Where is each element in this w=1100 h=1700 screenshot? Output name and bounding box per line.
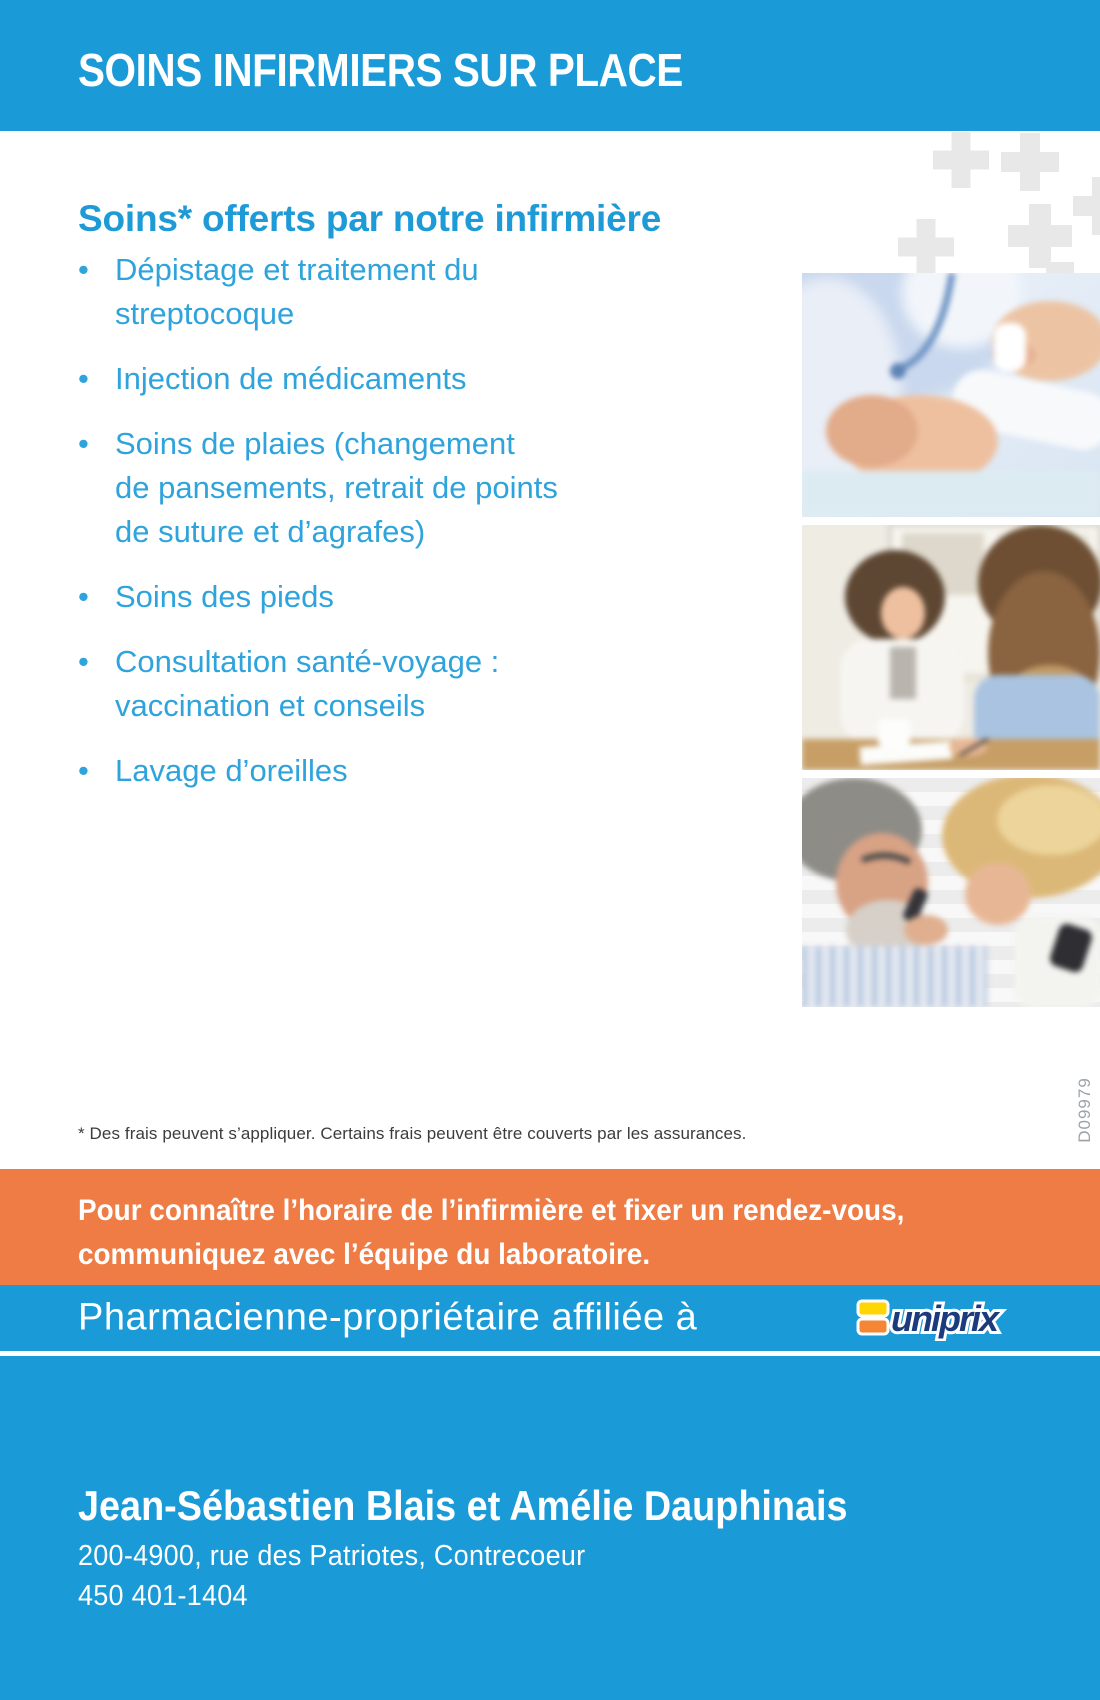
bullet-icon: • bbox=[78, 361, 89, 396]
bullet-icon: • bbox=[78, 426, 89, 461]
photo-ear-exam bbox=[802, 778, 1100, 1007]
uniprix-logo bbox=[855, 1295, 1027, 1341]
affiliation-bar bbox=[0, 1285, 1100, 1351]
bullet-icon: • bbox=[78, 644, 89, 679]
services-heading: Soins* offerts par notre infirmière bbox=[78, 198, 662, 239]
list-item: • Soins de plaies (changement de pansements, retrait de points de suture et d’agrafes) bbox=[78, 422, 638, 554]
photo-consultation bbox=[802, 525, 1100, 770]
services-list bbox=[78, 248, 638, 814]
cta-text bbox=[78, 1189, 967, 1277]
list-item: • Injection de médicaments bbox=[78, 357, 638, 401]
footnote: * Des frais peuvent s’appliquer. Certains frais peuvent être couverts par les assurances. bbox=[78, 1124, 747, 1143]
list-item: • Consultation santé-voyage : vaccination et conseils bbox=[78, 640, 638, 728]
header-bar bbox=[0, 0, 1100, 131]
phone-number: 450 401-1404 bbox=[78, 1580, 248, 1612]
page-title: SOINS INFIRMIERS SUR PLACE bbox=[78, 44, 683, 96]
document-code: D09979 bbox=[1075, 1077, 1094, 1143]
photo-wrist-bandage bbox=[802, 273, 1100, 517]
cta-banner bbox=[0, 1169, 1100, 1285]
plus-pattern-decoration bbox=[850, 130, 1100, 273]
uniprix-logo-bars bbox=[858, 1301, 888, 1334]
uniprix-wordmark: uniprix bbox=[891, 1298, 998, 1339]
list-item: • Dépistage et traitement du streptocoque bbox=[78, 248, 638, 336]
affiliation-label: Pharmacienne-propriétaire affiliée à bbox=[78, 1296, 698, 1339]
cta-line-2: communiquez avec l’équipe du laboratoire. bbox=[78, 1238, 651, 1271]
list-item: • Lavage d’oreilles bbox=[78, 749, 638, 793]
owners-name: Jean-Sébastien Blais et Amélie Dauphinais bbox=[78, 1482, 848, 1529]
bullet-icon: • bbox=[78, 753, 89, 788]
bullet-icon: • bbox=[78, 252, 89, 287]
bullet-icon: • bbox=[78, 579, 89, 614]
footer bbox=[0, 1356, 1100, 1700]
list-item: • Soins des pieds bbox=[78, 575, 638, 619]
cta-line-1: Pour connaître l’horaire de l’infirmière et fixer un rendez-vous, bbox=[78, 1194, 905, 1227]
street-address: 200-4900, rue des Patriotes, Contrecoeur bbox=[78, 1540, 586, 1572]
